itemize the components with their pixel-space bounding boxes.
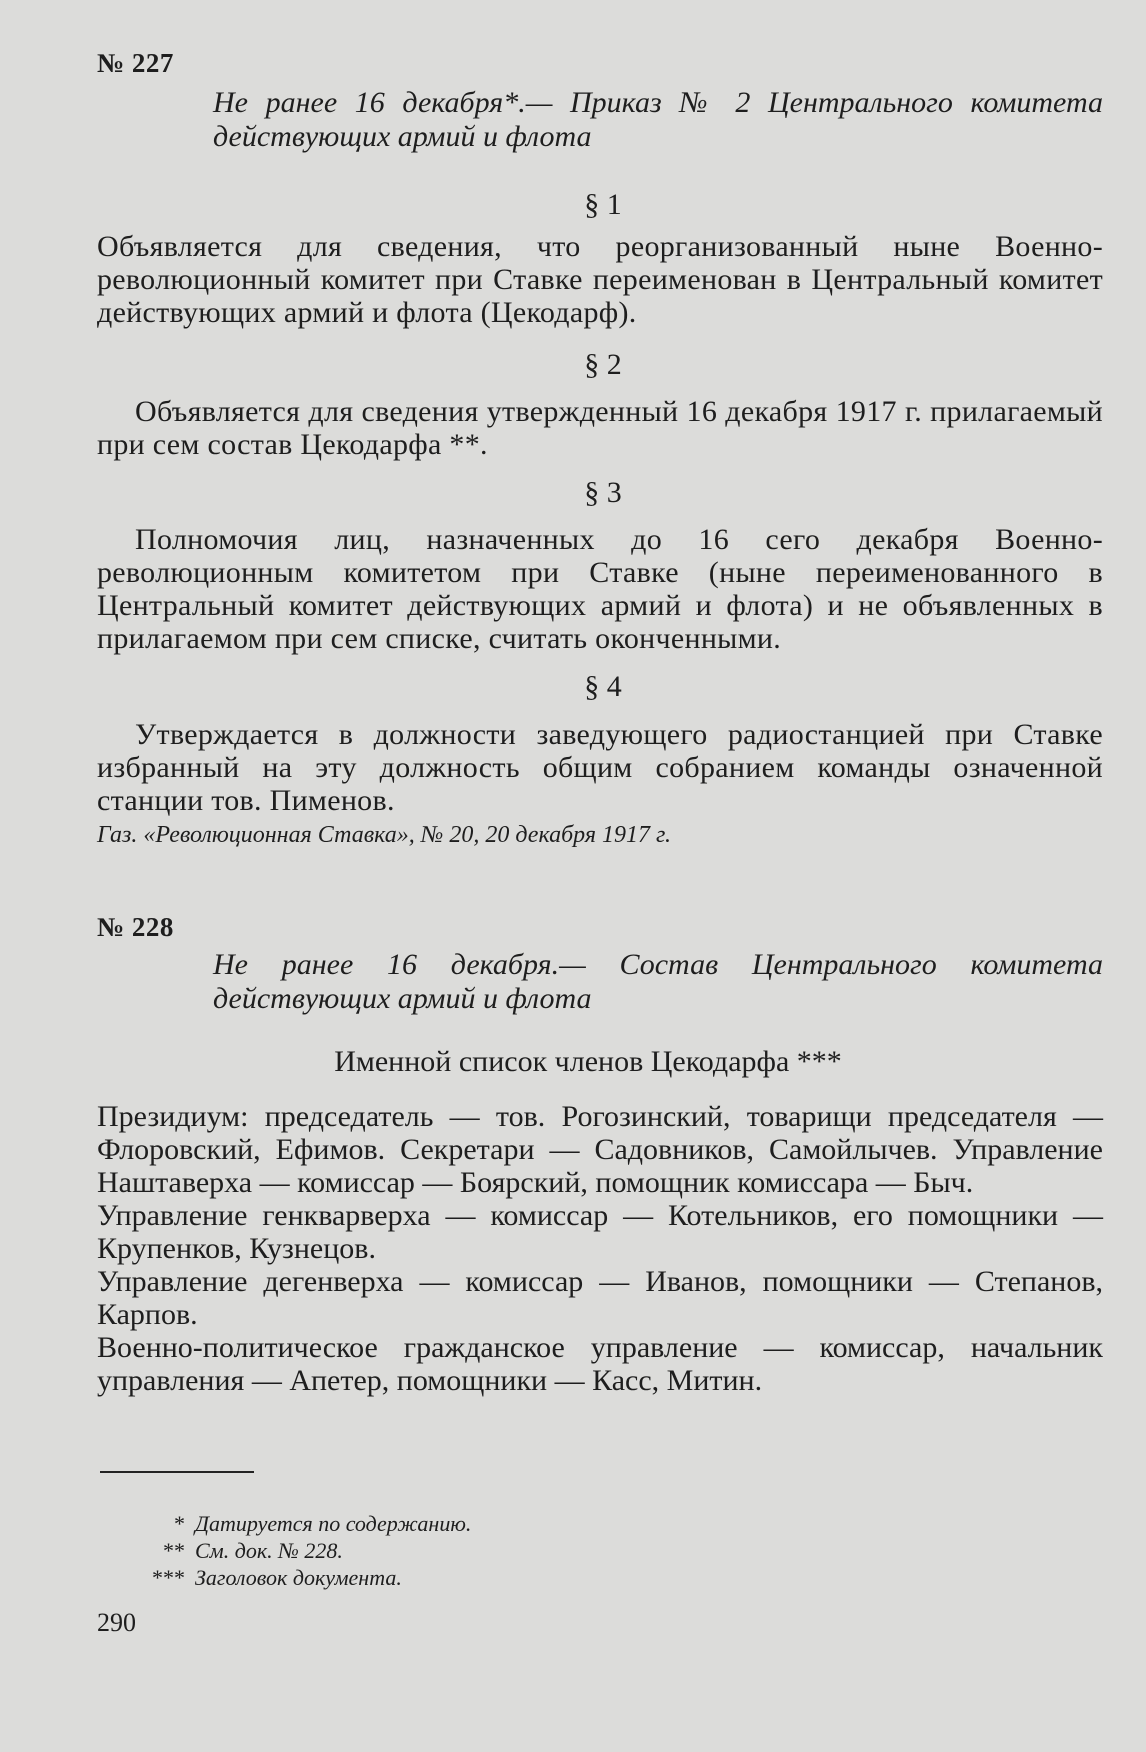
- doc-227-number: № 227: [97, 48, 174, 78]
- doc-227-source: Газ. «Революционная Ставка», № 20, 20 декабря 1917 г.: [97, 822, 672, 848]
- footnote-text: Датируется по содержанию.: [195, 1511, 472, 1536]
- section-1-mark: § 1: [584, 188, 622, 221]
- section-4-mark: § 4: [584, 670, 622, 703]
- list-item: Управление дегенверха — комиссар — Иванов, помощники — Степанов, Карпов.: [97, 1265, 1103, 1331]
- footnote: [120, 1564, 471, 1591]
- footnote-text: См. док. № 228.: [195, 1538, 343, 1563]
- section-4-text: Утверждается в должности заведующего радиостанцией при Ставке избранный на эту должность общим собранием команды означенной станции тов. Пименов.: [97, 718, 1103, 817]
- footnote: [120, 1510, 471, 1537]
- section-2-text: Объявляется для сведения утвержденный 16 декабря 1917 г. прилагаемый при сем состав Цекодарфа **.: [97, 395, 1103, 461]
- list-item: Военно-политическое гражданское управление — комиссар, начальник управления — Апетер, помощники — Касс, Митин.: [97, 1331, 1103, 1397]
- section-1-text: Объявляется для сведения, что реорганизованный ныне Военно-революционный комитет при Ставке переименован в Центральный комитет действующих армий и флота (Цекодарф).: [97, 230, 1103, 329]
- footnotes: [120, 1510, 471, 1591]
- doc-228-heading: Не ранее 16 декабря.— Состав Центрального комитета действующих армий и флота: [213, 948, 1103, 1015]
- doc-228-number: № 228: [97, 912, 174, 942]
- section-3-mark: § 3: [584, 476, 622, 509]
- footnote-mark: **: [163, 1538, 185, 1563]
- footnote: [120, 1537, 471, 1564]
- doc-228-subtitle: Именной список членов Цекодарфа ***: [334, 1045, 842, 1078]
- member-list: [97, 1100, 1103, 1397]
- footnote-mark: ***: [152, 1565, 185, 1590]
- section-2-mark: § 2: [584, 348, 622, 381]
- footnote-text: Заголовок документа.: [195, 1565, 402, 1590]
- list-item: Управление генкварверха — комиссар — Котельников, его помощники — Крупенков, Кузнецов.: [97, 1199, 1103, 1265]
- section-3-text: Полномочия лиц, назначенных до 16 сего декабря Военно-революционным комитетом при Ставке (ныне переименованного в Центральный комитет действующих армий и флота) и не объявленных в прилагаемом при сем списке, считать оконченными.: [97, 523, 1103, 655]
- footnote-mark: *: [174, 1511, 185, 1536]
- doc-227-heading: Не ранее 16 декабря*.— Приказ № 2 Центрального комитета действующих армий и флота: [213, 86, 1103, 153]
- footnote-divider: [100, 1471, 254, 1473]
- list-item: Президиум: председатель — тов. Рогозинский, товарищи председателя — Флоровский, Ефимов. Секретари — Садовников, Самойлычев. Управление Наштаверха — комиссар — Боярский, помощник комиссара — Быч.: [97, 1100, 1103, 1199]
- page-number: 290: [97, 1608, 136, 1637]
